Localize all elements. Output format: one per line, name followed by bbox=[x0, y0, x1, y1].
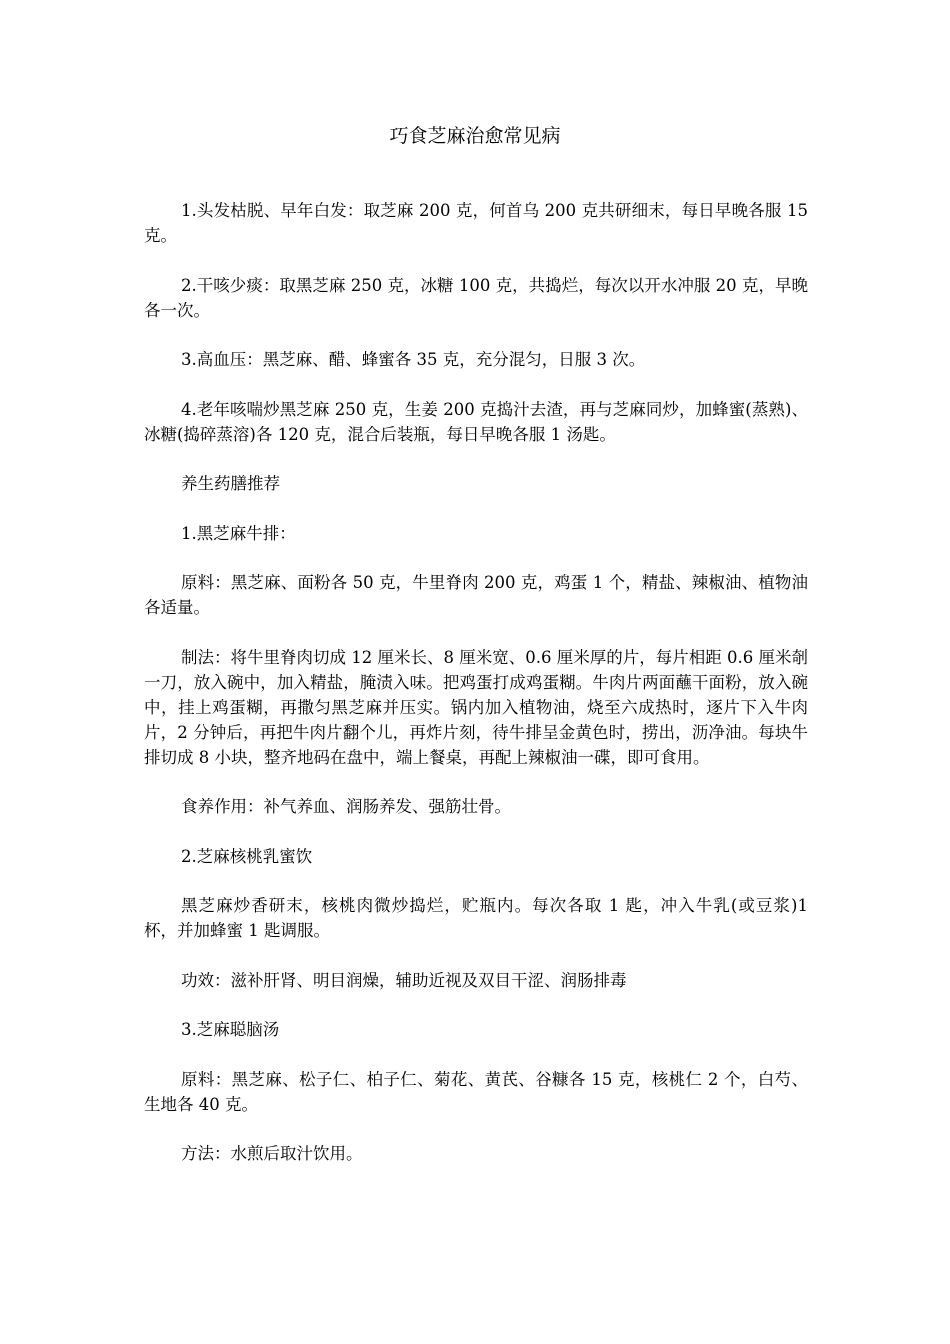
recipe-3-title: 3.芝麻聪脑汤 bbox=[181, 1020, 280, 1039]
document-title: 巧食芝麻治愈常见病 bbox=[389, 125, 561, 147]
recipe-1-effect: 食养作用：补气养血、润肠养发、强筋壮骨。 bbox=[181, 797, 511, 816]
recipe-2-title: 2.芝麻核桃乳蜜饮 bbox=[181, 846, 313, 866]
paragraph-hypertension: 3.高血压：黑芝麻、醋、蜂蜜各 35 克，充分混匀，日服 3 次。 bbox=[181, 350, 646, 369]
recipe-1-ingredients: 原料：黑芝麻、面粉各 50 克，牛里脊肉 200 克，鸡蛋 1 个，精盐、辣椒油、植物油各适量。 bbox=[144, 573, 808, 617]
recipe-1-method: 制法：将牛里脊肉切成 12 厘米长、8 厘米宽、0.6 厘米厚的片，每片相距 0.6 厘米剞一刀，放入碗中，加入精盐，腌渍入味。把鸡蛋打成鸡蛋糊。牛肉片两面蘸干面粉，放入碗中，挂上鸡蛋糊，再撒匀黑芝麻并压实。锅内加入植物油，烧至六成热时，逐片下入牛肉片，2 分钟后，再把牛肉片翻个儿，再炸片刻，待牛排呈金黄色时，捞出，沥净油。每块牛排切成 8 小块，整齐地码在盘中，端上餐桌，再配上辣椒油一碟，即可食用。 bbox=[144, 647, 808, 767]
recipe-2-effect: 功效：滋补肝肾、明目润燥，辅助近视及双目干涩、润肠排毒 bbox=[181, 970, 627, 990]
recipe-3-method: 方法：水煎后取汁饮用。 bbox=[181, 1144, 363, 1163]
recipe-1-title: 1.黑芝麻牛排： bbox=[181, 523, 296, 543]
paragraph-elderly-asthma: 4.老年咳喘炒黑芝麻 250 克，生姜 200 克捣汁去渣，再与芝麻同炒，加蜂蜜(蒸熟)、冰糖(捣碎蒸溶)各 120 克，混合后装瓶，每日早晚各服 1 汤匙。 bbox=[144, 399, 808, 444]
document-body bbox=[144, 198, 808, 1191]
paragraph-dry-cough: 2.干咳少痰：取黑芝麻 250 克，冰糖 100 克，共捣烂，每次以开水冲服 20 克，早晚各一次。 bbox=[144, 275, 808, 320]
recipe-2-method: 黑芝麻炒香研末，核桃肉微炒捣烂，贮瓶内。每次各取 1 匙，冲入牛乳(或豆浆)1 杯，并加蜂蜜 1 匙调服。 bbox=[144, 896, 808, 940]
paragraph-hair-loss: 1.头发枯脱、早年白发：取芝麻 200 克，何首乌 200 克共研细末，每日早晚各服 15 克。 bbox=[144, 201, 808, 245]
recipe-3-ingredients: 原料：黑芝麻、松子仁、柏子仁、菊花、黄芪、谷糠各 15 克，核桃仁 2 个，白芍、生地各 40 克。 bbox=[144, 1069, 808, 1114]
section-heading-recipes: 养生药膳推荐 bbox=[181, 474, 280, 493]
